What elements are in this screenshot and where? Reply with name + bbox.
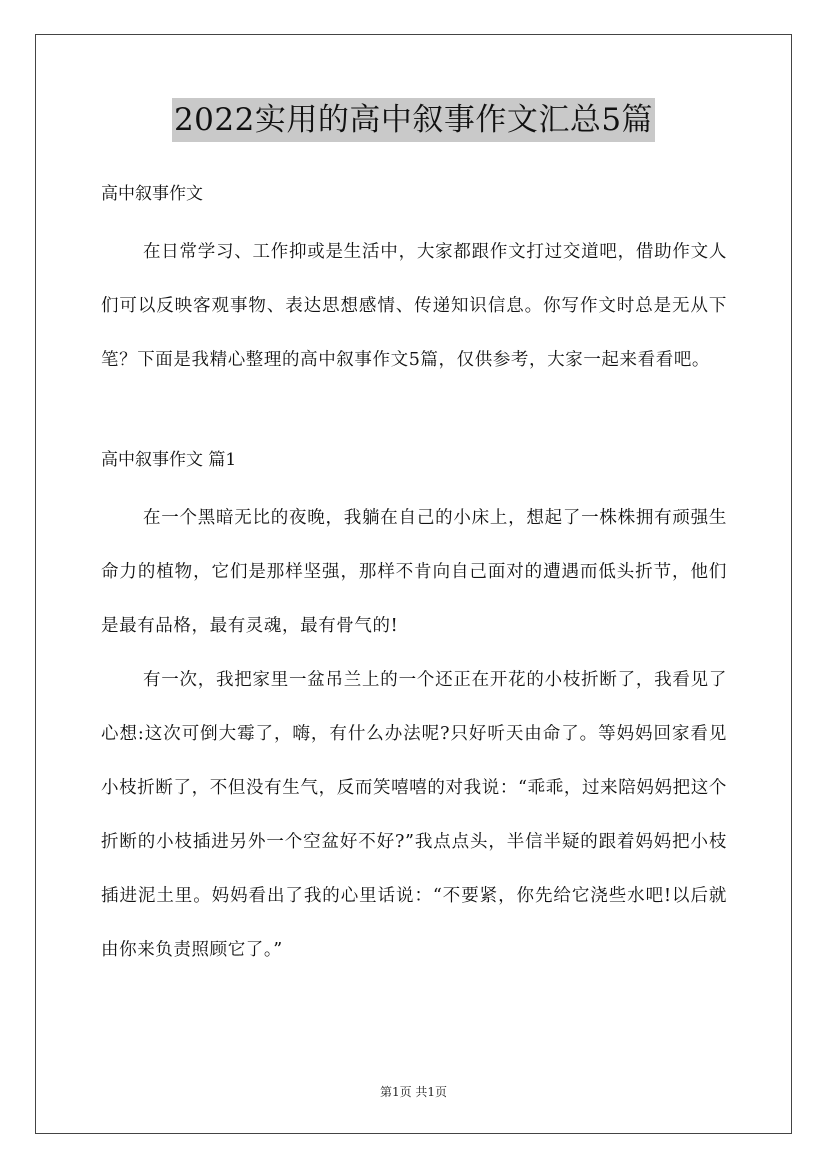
document-title: 2022实用的高中叙事作文汇总5篇 [172,98,655,142]
title-container [0,98,827,142]
intro-paragraph: 在日常学习、工作抑或是生活中，大家都跟作文打过交道吧，借助作文人们可以反映客观事物、表达思想感情、传递知识信息。你写作文时总是无从下笔？下面是我精心整理的高中叙事作文5篇，仅供参考，大家一起来看看吧。 [101,242,727,370]
page-footer [0,1084,827,1100]
section1-heading: 高中叙事作文 篇1 [101,450,237,470]
section1-paragraph-1: 在一个黑暗无比的夜晚，我躺在自己的小床上，想起了一株株拥有顽强生命力的植物，它们是那样坚强，那样不肯向自己面对的遭遇而低头折节，他们是最有品格，最有灵魂，最有骨气的! [101,508,727,636]
document-body [101,171,727,977]
section-spacer [101,387,727,437]
intro-heading: 高中叙事作文 [101,184,203,204]
page-number-label: 第1页 共1页 [379,1085,448,1099]
section1-paragraph-2: 有一次，我把家里一盆吊兰上的一个还正在开花的小枝折断了，我看见了心想:这次可倒大霉了，嗨，有什么办法呢?只好听天由命了。等妈妈回家看见小枝折断了，不但没有生气，反而笑嘻嘻的对我说：“乖乖，过来陪妈妈把这个折断的小枝插进另外一个空盆好不好?”我点点头，半信半疑的跟着妈妈把小枝插进泥土里。妈妈看出了我的心里话说：“不要紧，你先给它浇些水吧!以后就由你来负责照顾它了。” [101,670,727,960]
